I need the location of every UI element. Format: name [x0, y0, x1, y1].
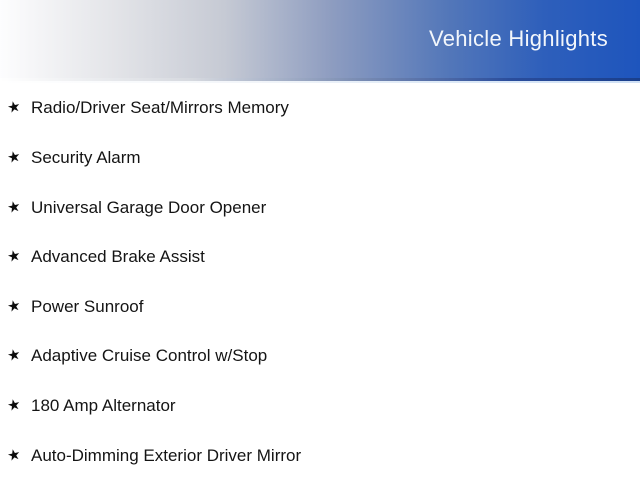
feature-label: 180 Amp Alternator	[31, 396, 176, 416]
list-item	[6, 331, 640, 381]
list-item	[6, 133, 640, 183]
header-band	[0, 0, 640, 78]
star-icon: ★	[5, 395, 23, 416]
feature-label: Adaptive Cruise Control w/Stop	[31, 346, 268, 366]
feature-label: Radio/Driver Seat/Mirrors Memory	[31, 98, 289, 118]
page-title: Vehicle Highlights	[428, 26, 608, 51]
star-icon: ★	[5, 346, 23, 366]
star-icon: ★	[5, 98, 23, 118]
feature-label: Power Sunroof	[31, 296, 144, 316]
feature-label: Auto-Dimming Exterior Driver Mirror	[31, 445, 302, 465]
feature-label: Universal Garage Door Opener	[31, 197, 267, 217]
star-icon: ★	[5, 197, 23, 217]
star-icon: ★	[5, 296, 23, 317]
star-icon: ★	[5, 445, 23, 465]
list-item	[6, 182, 640, 232]
list-item	[6, 232, 640, 282]
list-item	[6, 83, 640, 133]
feature-label: Advanced Brake Assist	[31, 247, 205, 267]
list-item	[6, 381, 640, 431]
list-item	[6, 430, 640, 480]
star-icon: ★	[5, 246, 23, 267]
list-item	[6, 282, 640, 332]
star-icon: ★	[5, 147, 23, 168]
feature-list	[0, 83, 640, 480]
feature-label: Security Alarm	[31, 147, 141, 167]
